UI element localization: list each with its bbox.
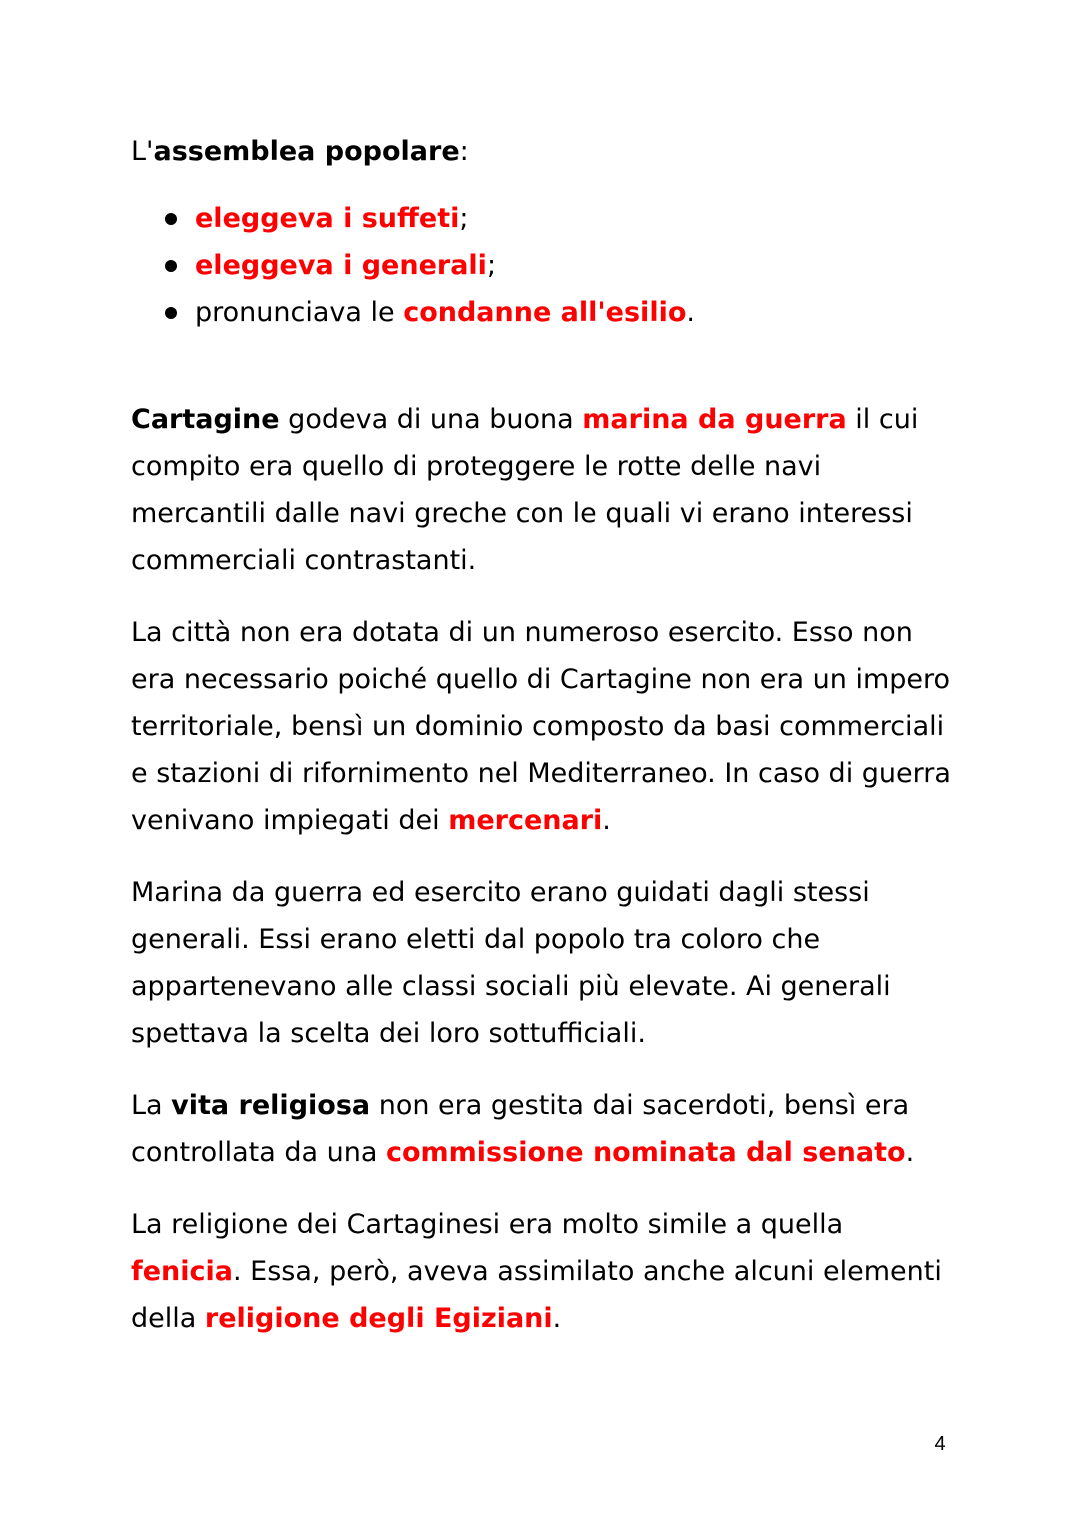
intro-line	[131, 128, 951, 175]
punctuation: .	[686, 297, 695, 328]
highlight-text: commissione nominata dal senato	[385, 1137, 906, 1168]
plain-text: il cui compito era quello di proteggere le rotte delle navi mercantili dalle navi greche con le quali vi erano interessi commerciali contrastanti.	[131, 404, 919, 576]
highlight-text: eleggeva i suffeti	[195, 203, 460, 234]
plain-text: . Essa, però, aveva assimilato anche alcuni elementi della	[131, 1256, 942, 1334]
highlight-text: religione degli Egiziani	[204, 1303, 553, 1334]
plain-text: pronunciava le	[195, 297, 404, 328]
bullet-list	[131, 195, 951, 336]
intro-prefix: L'	[131, 136, 154, 167]
paragraph-vita-religiosa	[131, 1082, 951, 1176]
assemblea-popolare-term: assemblea popolare	[153, 136, 460, 167]
paragraph-generali	[131, 869, 951, 1057]
vita-religiosa-term: vita religiosa	[171, 1090, 371, 1121]
plain-text: La religione dei Cartaginesi era molto simile a quella	[131, 1209, 844, 1240]
plain-text: Marina da guerra ed esercito erano guidati dagli stessi generali. Essi erano eletti dal popolo tra coloro che appartenevano alle classi sociali più elevate. Ai generali spettava la scelta dei loro sottufficiali.	[131, 877, 891, 1049]
page-number: 4	[934, 1433, 946, 1455]
plain-text: La	[131, 1090, 172, 1121]
punctuation: .	[552, 1303, 562, 1334]
paragraph-marina	[131, 396, 951, 584]
bullet-icon	[165, 307, 177, 319]
list-item	[165, 195, 951, 242]
list-item	[165, 289, 951, 336]
highlight-text: marina da guerra	[582, 404, 847, 435]
paragraph-religione	[131, 1201, 951, 1342]
plain-text: godeva di una buona	[279, 404, 583, 435]
punctuation: ;	[459, 203, 469, 234]
cartagine-term: Cartagine	[131, 404, 280, 435]
bullet-icon	[165, 213, 177, 225]
paragraph-esercito	[131, 609, 951, 844]
punctuation: .	[905, 1137, 915, 1168]
document-body	[131, 128, 951, 1342]
plain-text: La città non era dotata di un numeroso esercito. Esso non era necessario poiché quello di Cartagine non era un impero territoriale, bensì un dominio composto da basi commerciali e stazioni di rifornimento nel Mediterraneo. In caso di guerra venivano impiegati dei	[131, 617, 951, 836]
intro-colon: :	[459, 136, 469, 167]
punctuation: ;	[486, 250, 497, 281]
highlight-text: fenicia	[131, 1256, 234, 1287]
highlight-text: mercenari	[448, 805, 603, 836]
highlight-text: eleggeva i generali	[195, 250, 487, 281]
punctuation: .	[602, 805, 611, 836]
list-item	[165, 242, 951, 289]
highlight-text: condanne all'esilio	[403, 297, 687, 328]
bullet-icon	[165, 260, 177, 272]
plain-text: non era gestita dai sacerdoti, bensì era controllata da una	[131, 1090, 910, 1168]
